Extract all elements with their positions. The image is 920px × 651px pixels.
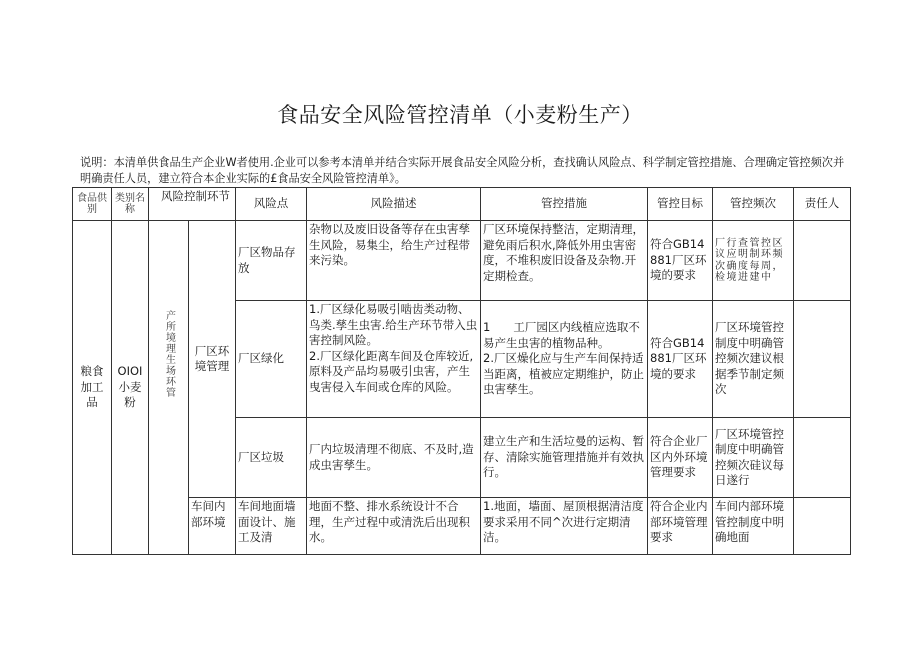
frequency-text: 厂行查管控区议应明制环频次确度每周，检境进建中	[715, 237, 784, 283]
cell-responsible	[794, 301, 851, 418]
cell-target: 符合GB14881厂区环境的要求	[648, 301, 713, 418]
header-frequency: 管控频次	[713, 188, 794, 221]
header-target: 管控目标	[648, 188, 713, 221]
table-row	[73, 221, 851, 301]
cell-frequency: 厂区环境管控制度中明确管控频次建议根据季节制定频次	[713, 301, 794, 418]
cell-responsible	[794, 221, 851, 301]
cell-frequency	[713, 221, 794, 301]
cell-measures: 厂区环境保持整洁，定期清理，避免雨后积水,降低外用虫害密度，不堆积废旧设备及杂物.开定期检查。	[481, 221, 648, 301]
cell-frequency: 车间内部环境管控制度中明确地面	[713, 498, 794, 555]
cell-target: 符合企业厂区内外环境管理要求	[648, 418, 713, 498]
header-category-name: 类别名称	[112, 188, 149, 221]
cell-measures: 建立生产和生活垃曼的运构、暂存、清除实施管理措施并有效执行。	[481, 418, 648, 498]
cell-link-group	[149, 221, 189, 498]
cell-responsible	[794, 418, 851, 498]
description-note: 说明：本清单供食品生产企业W者使用.企业可以参考本清单并结合实际开展食品安全风险分析，查找确认风险点、科学制定管控措施、合理确定管控频次并明确责任人员，建立符合本企业实际的£食品安全风险管控清单》。	[80, 156, 845, 185]
cell-risk-desc: 厂内垃圾清理不彻底、不及时,造成虫害孳生。	[307, 418, 481, 498]
cell-measures: 1.地面，墙面、屋顶根据清洁度要求采用不同^次进行定期清洁。	[481, 498, 648, 555]
header-risk-desc: 风险描述	[307, 188, 481, 221]
cell-measures: 1 工厂园区内线植应选取不易产生虫害的植物品种。 2.厂区燥化应与生产车间保持适当距离，植被应定期维护，防止虫害孳生。	[481, 301, 648, 418]
cell-risk-point: 厂区绿化	[236, 301, 307, 418]
cell-risk-point: 车间地面墙面设计、施工及清	[236, 498, 307, 555]
header-food-category: 食品供别	[73, 188, 112, 221]
cell-risk-desc: 地面不整、排水系统设计不合理，生产过程中或清洗后出现积水。	[307, 498, 481, 555]
cell-frequency: 厂区环境管控制度中明确管控频次硅议每日遂行	[713, 418, 794, 498]
table-header-row	[73, 188, 851, 221]
cell-risk-desc: 杂物以及废旧设备等存在虫害孳生风险，易集尘，给生产过程带来污染。	[307, 221, 481, 301]
link-group-text: 产所境理生场环管	[163, 310, 175, 398]
header-risk-point: 风险点	[236, 188, 307, 221]
cell-link-factory: 厂区环境管理	[189, 221, 236, 498]
cell-food-category: 粮食加工品	[73, 221, 112, 555]
page-title: 食品安全风险管控清单（小麦粉生产）	[277, 103, 643, 127]
cell-risk-point: 厂区垃圾	[236, 418, 307, 498]
cell-responsible	[794, 498, 851, 555]
header-responsible: 责任人	[794, 188, 851, 221]
cell-link-workshop: 车间内部环境	[189, 498, 236, 555]
cell-target: 符合GB14881厂区环境的要求	[648, 221, 713, 301]
cell-risk-desc: 1.厂区绿化易吸引啮齿类动物、鸟类.孳生虫害.给生产环节带入虫害控制风险。 2.厂区绿化距离车间及仓库较近,原料及产品均易吸引虫害，产生曳害侵入车间或仓库的风险。	[307, 301, 481, 418]
header-measures: 管控措施	[481, 188, 648, 221]
table-row	[73, 498, 851, 555]
cell-target: 符合企业内部环境管理要求	[648, 498, 713, 555]
cell-link-group-continued	[149, 498, 189, 555]
header-control-link: 风险控制环节	[149, 188, 236, 221]
cell-risk-point: 厂区物品存放	[236, 221, 307, 301]
cell-category-name: OIOI小麦粉	[112, 221, 149, 555]
risk-control-table	[72, 187, 851, 555]
